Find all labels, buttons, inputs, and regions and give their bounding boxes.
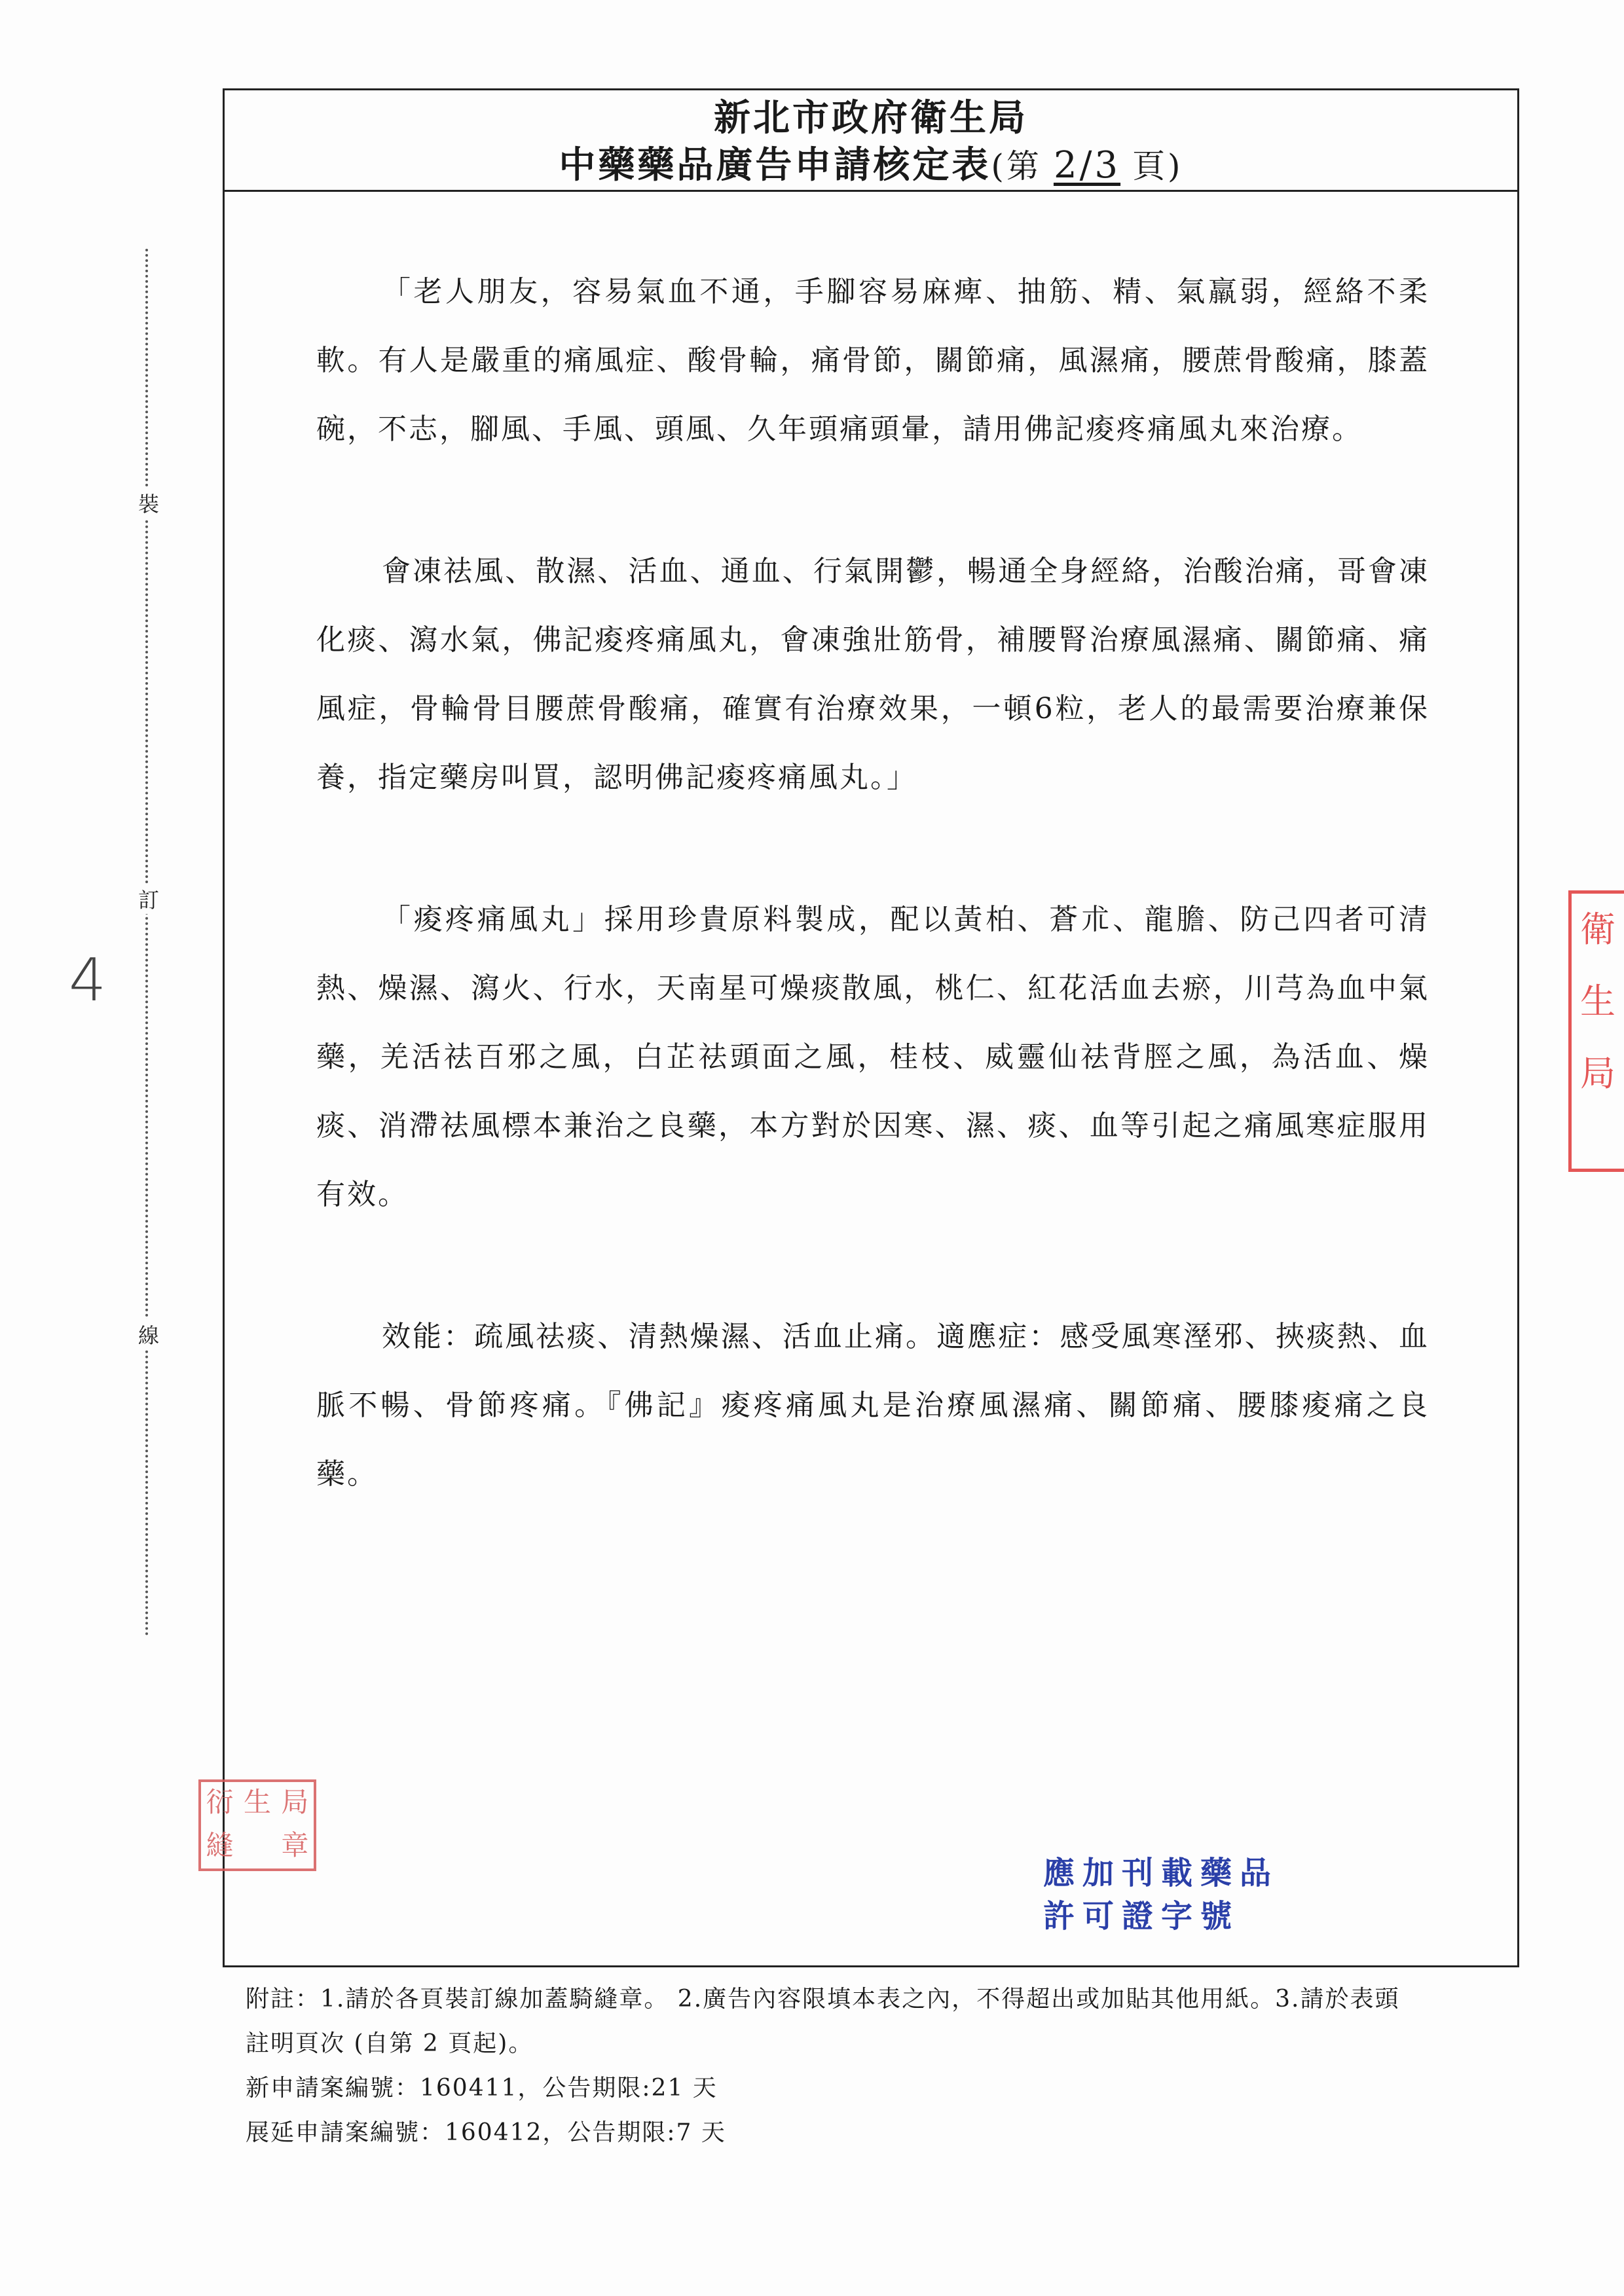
ad-paragraph-1: 「老人朋友，容易氣血不通，手腳容易麻痺、抽筋、精、氣羸弱，經絡不柔軟。有人是嚴重的痛風症、酸骨輪，痛骨節，關節痛，風濕痛，腰蔗骨酸痛，膝蓋碗，不志，腳風、手風、頭風、久年頭痛頭暈，請用佛記痠疼痛風丸來治療。 bbox=[316, 275, 1430, 446]
side-seal-stamp bbox=[1568, 890, 1624, 1172]
seam-seal-stamp bbox=[198, 1779, 316, 1871]
seal-char: 局 bbox=[281, 1786, 309, 1818]
binding-char-ding: 訂 bbox=[134, 884, 163, 914]
ad-content bbox=[316, 257, 1430, 1582]
ad-paragraph-3: 「痠疼痛風丸」採用珍貴原料製成，配以黃柏、蒼朮、龍膽、防己四者可清熱、燥濕、瀉火、行水，天南星可燥痰散風，桃仁、紅花活血去瘀，川芎為血中氣藥，羌活祛百邪之風，白芷祛頭面之風，桂枝、威靈仙祛背脛之風，為活血、燥痰、消滯祛風標本兼治之良藥，本方對於因寒、濕、痰、血等引起之痛風寒症服用有效。 bbox=[316, 903, 1430, 1211]
side-seal-text: 衛生局 bbox=[1580, 909, 1615, 1094]
form-title-text: 中藥藥品廣告申請核定表 bbox=[559, 143, 991, 187]
ad-paragraph-4: 效能：疏風祛痰、清熱燥濕、活血止痛。適應症：感受風寒溼邪、挾痰熱、血脈不暢、骨節疼痛。『佛記』痠疼痛風丸是治療風濕痛、關節痛、腰膝痠痛之良藥。 bbox=[316, 1320, 1430, 1491]
seal-char: 章 bbox=[281, 1829, 309, 1861]
ad-paragraph-2: 會凍祛風、散濕、活血、通血、行氣開鬱，暢通全身經絡，治酸治痛，哥會凍化痰、瀉水氣，佛記痠疼痛風丸，會凍強壯筋骨，補腰腎治療風濕痛、關節痛、痛風症，骨輪骨目腰蔗骨酸痛，確實有治療效果，一頓6粒，老人的最需要治療兼保養，指定藥房叫買，認明佛記痠疼痛風丸。」 bbox=[316, 555, 1430, 794]
handwritten-page-mark: 4 bbox=[69, 946, 107, 1015]
seal-char: 衍 bbox=[206, 1786, 234, 1818]
form-title bbox=[225, 141, 1517, 190]
license-notice-stamp bbox=[1043, 1851, 1305, 1938]
seal-char: 生 bbox=[243, 1786, 271, 1818]
footer-note-line1: 附註：1.請於各頁裝訂線加蓋騎縫章。 2.廣告內容限填本表之內，不得超出或加貼其他用紙。3.請於表頭 bbox=[246, 1986, 1400, 2013]
footer-notes bbox=[246, 1977, 1522, 2155]
new-case-number: 新申請案編號：160411，公告期限:21 天 bbox=[246, 2075, 718, 2102]
seal-char: 縫 bbox=[206, 1829, 234, 1861]
page-prefix: (第 bbox=[991, 147, 1042, 185]
footer-note-line2: 註明頁次 (自第 2 頁起)。 bbox=[246, 2030, 534, 2057]
page-suffix: 頁) bbox=[1132, 147, 1183, 185]
extension-case-number: 展延申請案編號：160412，公告期限:7 天 bbox=[246, 2119, 726, 2146]
seal-char bbox=[238, 1825, 276, 1868]
agency-title: 新北市政府衛生局 bbox=[714, 96, 1028, 139]
binding-line bbox=[145, 249, 148, 1637]
page-number: 2/3 bbox=[1053, 144, 1121, 187]
form-frame bbox=[206, 88, 1519, 1967]
license-notice-line2: 許可證字號 bbox=[1043, 1898, 1240, 1935]
license-notice-line1: 應加刊載藥品 bbox=[1043, 1855, 1280, 1891]
form-header bbox=[225, 90, 1517, 192]
binding-char-zhuang: 裝 bbox=[134, 488, 163, 518]
binding-char-xian: 線 bbox=[134, 1319, 163, 1349]
